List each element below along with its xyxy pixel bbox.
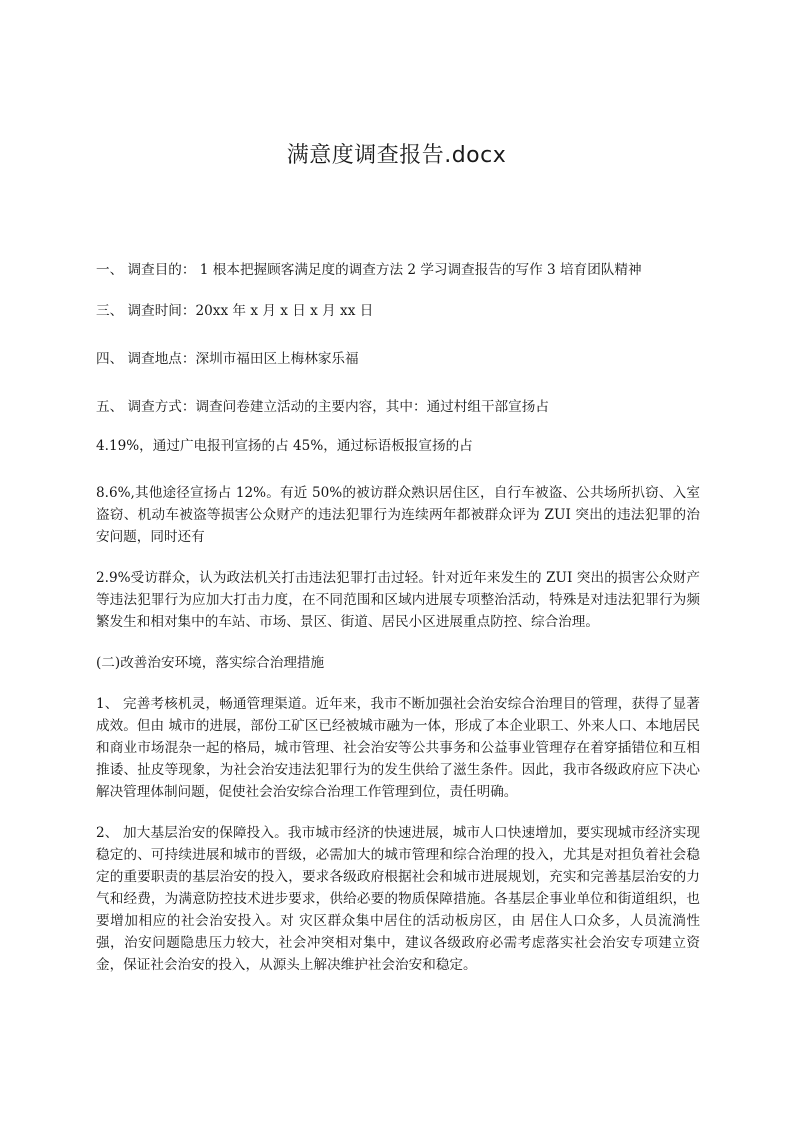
paragraph-stat-broadcast: 4.19%，通过广电报刊宣扬的占 45%，通过标语板报宣扬的占 xyxy=(96,438,473,454)
paragraph-stat-other: 8.6%,其他途径宣扬占 12%。有近 50%的被访群众熟识居住区，自行车被盗、公共场所扒窃、入室盗窃、机动车被盗等损害公众财产的违法犯罪行为连续两年都被群众评为 ZUI 突出的违法犯罪的治安问题，同时还有 xyxy=(96,485,700,545)
paragraph-item-2: 2、 加大基层治安的保障投入。我市城市经济的快速进展，城市人口快速增加，要实现城市经济实现稳定的、可持续进展和城市的晋级，必需加大的城市管理和综合治理的投入，尤其是对担负着社会稳定的重要职责的基层治安的投入，要求各级政府根据社会和城市进展规划，充实和完善基层治安的力气和经费，为满意防控技术进步要求，供给必要的物质保障措施。各基层企事业单位和街道组织，也要增加相应的社会治安投入。对 灾区群众集中居住的活动板房区，由 居住人口众多，人员流淌性强，治安问题隐患压力较大，社会冲突相对集中，建议各级政府必需考虑落实社会治安专项建立资金，保证社会治安的投入，从源头上解决维护社会治安和稳定。 xyxy=(96,825,700,973)
paragraph-survey-purpose: 一、 调查目的： 1 根本把握顾客满足度的调查方法 2 学习调查报告的写作 3 培育团队精神 xyxy=(96,262,642,278)
document-body xyxy=(96,259,700,976)
section-heading-improve-security: (二)改善治安环境，落实综合治理措施 xyxy=(96,655,325,671)
paragraph-survey-location: 四、 调查地点：深圳市福田区上梅林家乐福 xyxy=(96,351,359,367)
paragraph-stat-enforcement: 2.9%受访群众，认为政法机关打击违法犯罪打击过轻。针对近年来发生的 ZUI 突出的损害公众财产等违法犯罪行为应加大打击力度，在不同范围和区域内进展专项整治活动，特殊是对违法犯罪行为频繁发生和相对集中的车站、市场、景区、街道、居民小区进展重点防控、综合治理。 xyxy=(96,570,700,630)
paragraph-item-1: 1、 完善考核机灵，畅通管理渠道。近年来，我市不断加强社会治安综合治理目的管理，获得了显著成效。但由 城市的进展，部份工矿区已经被城市融为一体，形成了本企业职工、外来人口、本地居民和商业市场混杂一起的格局，城市管理、社会治安等公共事务和公益事业管理存在着穿插错位和互相推诿、扯皮等现象，为社会治安违法犯罪行为的发生供给了滋生条件。因此，我市各级政府应下决心解决管理体制问题，促使社会治安综合治理工作管理到位，责任明确。 xyxy=(96,696,700,800)
paragraph-survey-time: 三、 调查时间：20xx 年 x 月 x 日 x 月 xx 日 xyxy=(96,303,374,319)
document-title: 满意度调查报告.docx xyxy=(286,143,507,168)
paragraph-survey-method: 五、 调查方式：调查问卷建立活动的主要内容，其中：通过村组干部宣扬占 xyxy=(96,399,549,415)
